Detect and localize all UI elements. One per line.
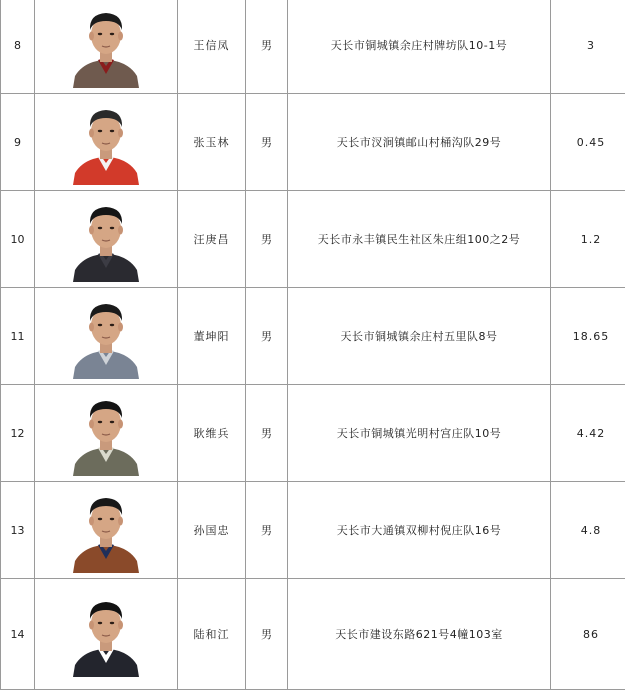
- amount-value: 18.65: [551, 288, 625, 385]
- portrait-photo: [71, 390, 141, 476]
- table-row: [1, 94, 625, 191]
- row-number: 8: [1, 0, 35, 94]
- person-name: 张玉林: [178, 94, 246, 191]
- amount-value: 0.45: [551, 94, 625, 191]
- person-address: 天长市铜城镇余庄村五里队8号: [288, 288, 551, 385]
- person-address: 天长市汊涧镇邮山村桶沟队29号: [288, 94, 551, 191]
- person-gender: 男: [246, 94, 288, 191]
- portrait-photo: [71, 487, 141, 573]
- portrait-photo: [71, 293, 141, 379]
- amount-value: 86: [551, 579, 625, 690]
- row-number: 14: [1, 579, 35, 690]
- person-address: 天长市永丰镇民生社区朱庄组100之2号: [288, 191, 551, 288]
- photo-cell: [35, 385, 178, 482]
- row-number: 13: [1, 482, 35, 579]
- photo-cell: [35, 579, 178, 690]
- photo-cell: [35, 94, 178, 191]
- person-name: 耿维兵: [178, 385, 246, 482]
- person-address: 天长市建设东路621号4幢103室: [288, 579, 551, 690]
- photo-cell: [35, 482, 178, 579]
- photo-cell: [35, 0, 178, 94]
- person-address: 天长市大通镇双柳村倪庄队16号: [288, 482, 551, 579]
- portrait-photo: [71, 2, 141, 88]
- table-row: [1, 482, 625, 579]
- table-row: [1, 191, 625, 288]
- person-gender: 男: [246, 0, 288, 94]
- table-row: [1, 0, 625, 94]
- portrait-photo: [71, 99, 141, 185]
- person-name: 陆和江: [178, 579, 246, 690]
- person-gender: 男: [246, 191, 288, 288]
- row-number: 10: [1, 191, 35, 288]
- person-gender: 男: [246, 288, 288, 385]
- amount-value: 3: [551, 0, 625, 94]
- row-number: 9: [1, 94, 35, 191]
- person-gender: 男: [246, 482, 288, 579]
- person-name: 汪庚昌: [178, 191, 246, 288]
- portrait-photo: [71, 591, 141, 677]
- portrait-photo: [71, 196, 141, 282]
- person-gender: 男: [246, 579, 288, 690]
- row-number: 11: [1, 288, 35, 385]
- photo-cell: [35, 288, 178, 385]
- person-name: 王信凤: [178, 0, 246, 94]
- roster-body: [1, 0, 625, 690]
- amount-value: 1.2: [551, 191, 625, 288]
- person-name: 董坤阳: [178, 288, 246, 385]
- amount-value: 4.8: [551, 482, 625, 579]
- person-name: 孙国忠: [178, 482, 246, 579]
- photo-cell: [35, 191, 178, 288]
- person-address: 天长市铜城镇光明村宫庄队10号: [288, 385, 551, 482]
- row-number: 12: [1, 385, 35, 482]
- person-gender: 男: [246, 385, 288, 482]
- person-address: 天长市铜城镇余庄村牌坊队10-1号: [288, 0, 551, 94]
- amount-value: 4.42: [551, 385, 625, 482]
- table-row: [1, 579, 625, 690]
- table-row: [1, 385, 625, 482]
- table-row: [1, 288, 625, 385]
